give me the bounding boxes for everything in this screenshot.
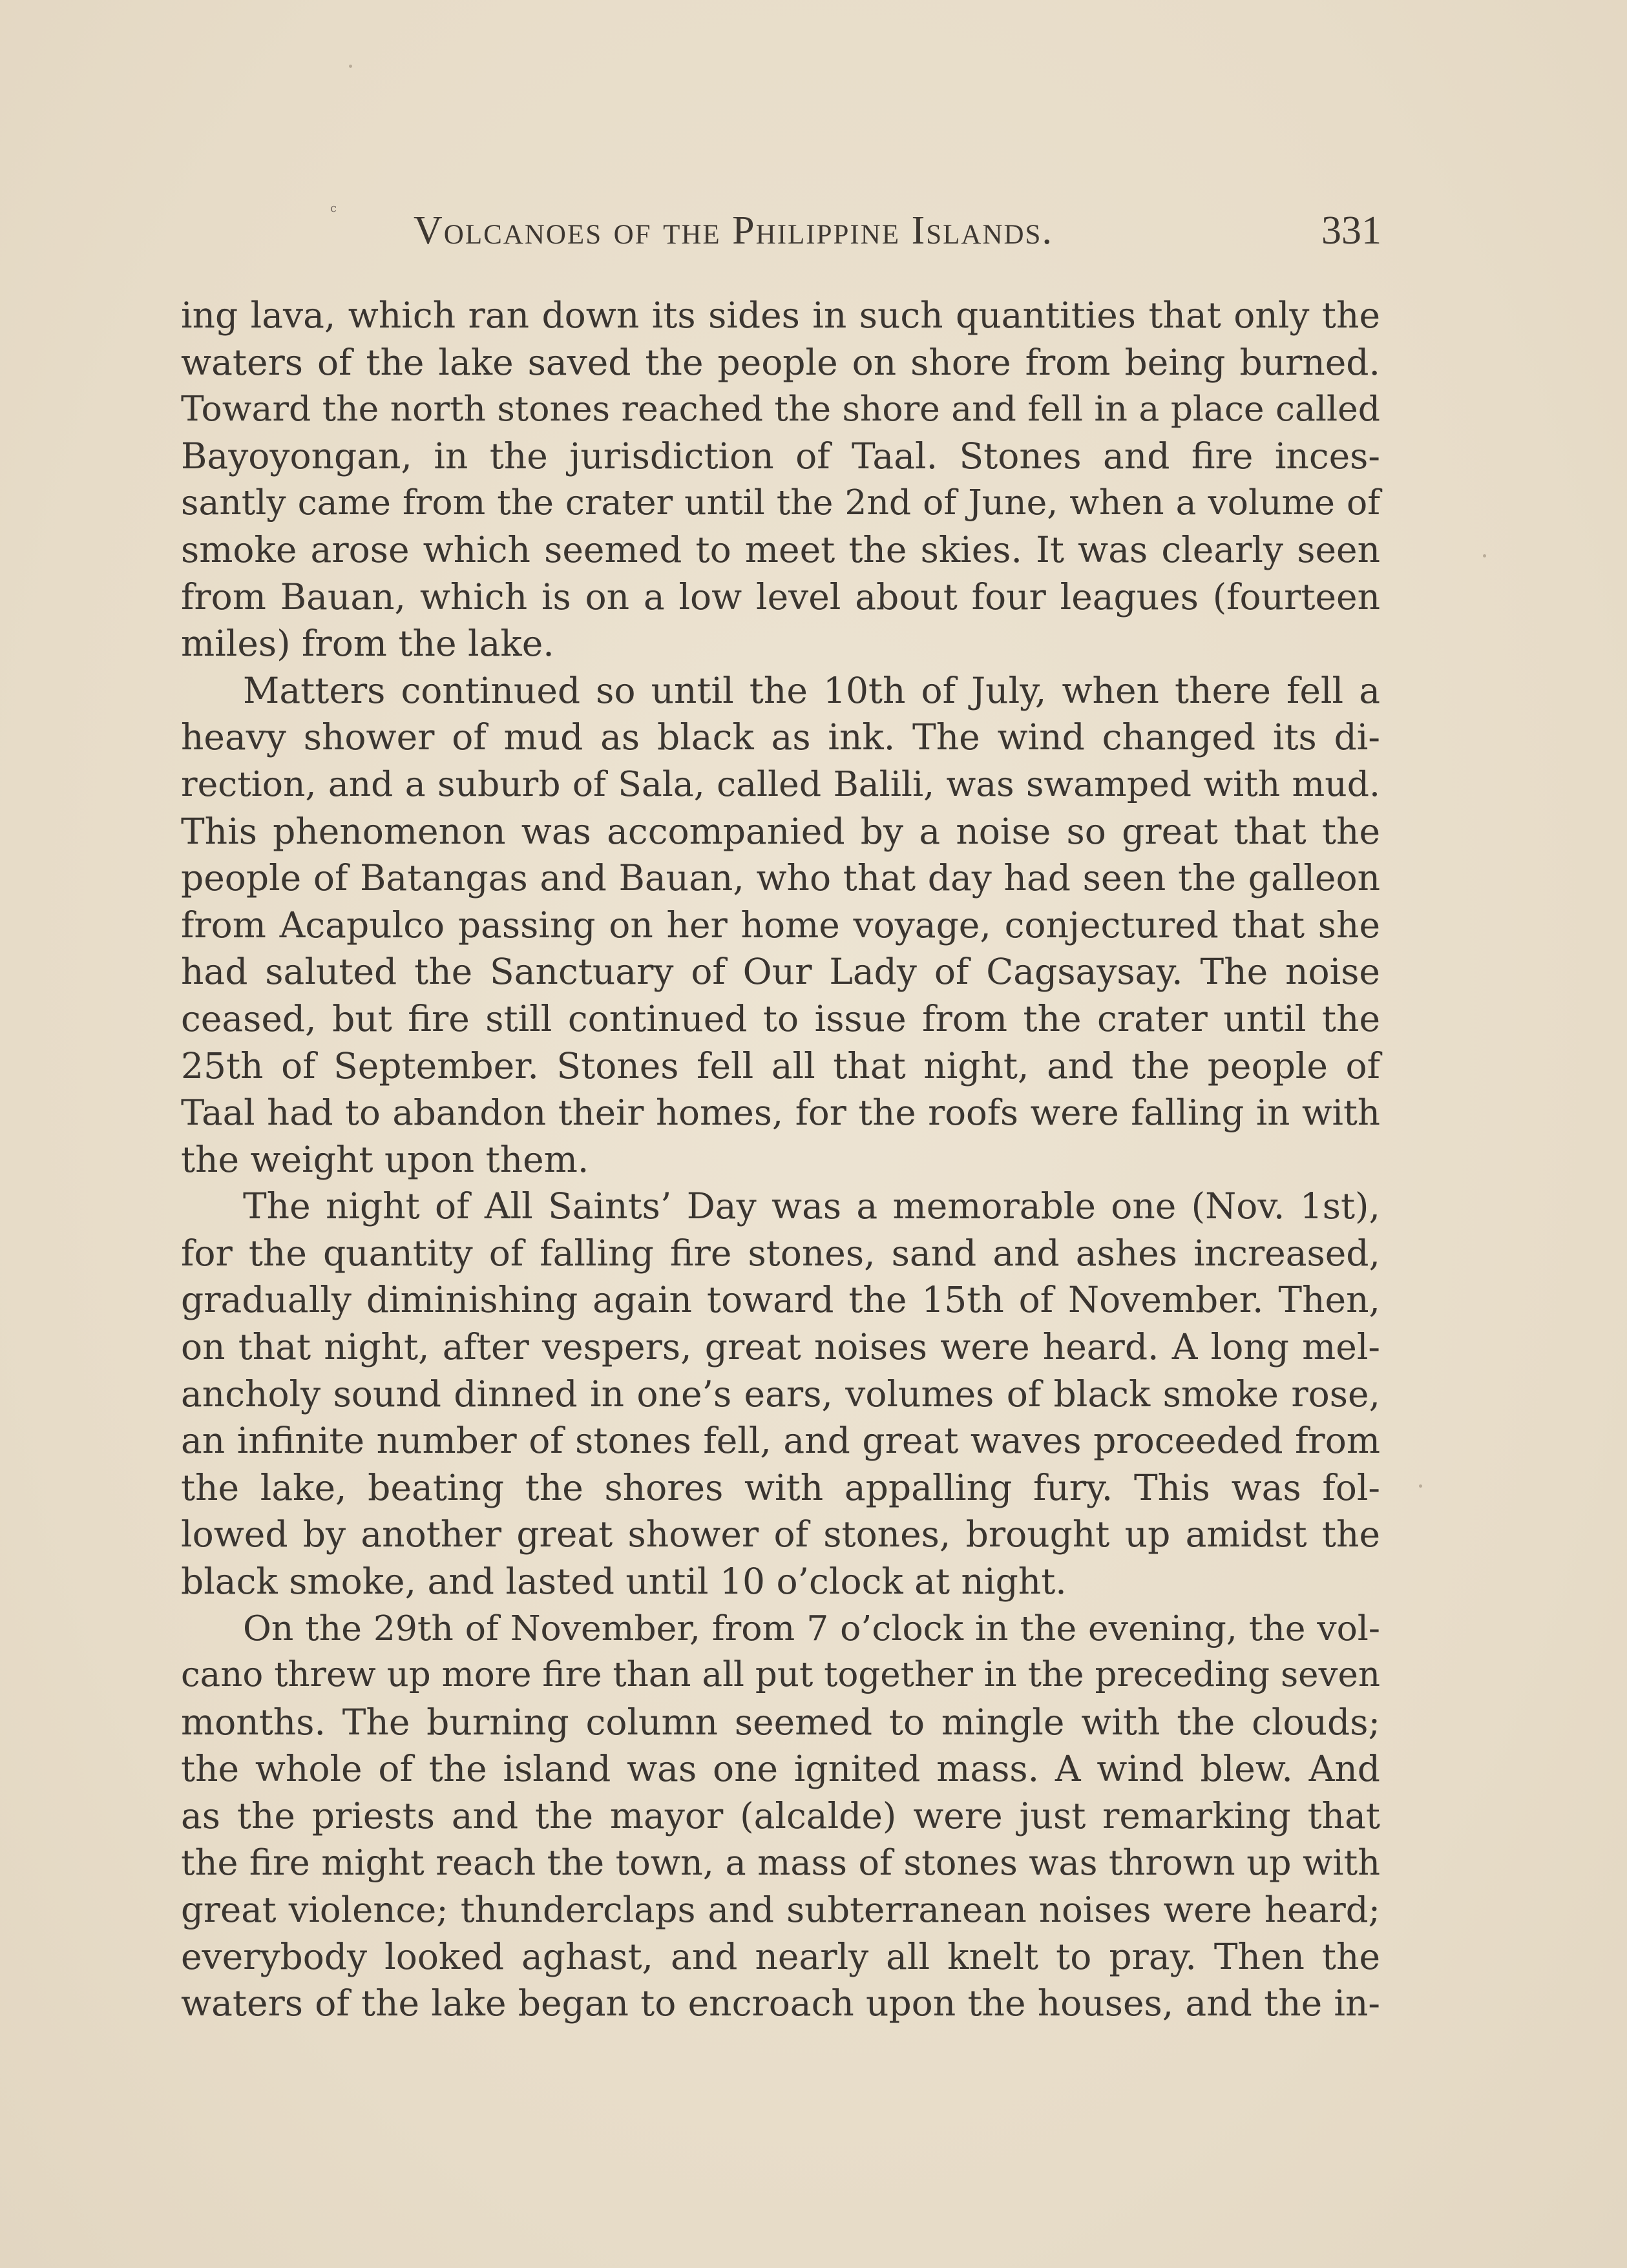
text-line: an infinite number of stones fell, and great waves proceeded from — [181, 1420, 1380, 1462]
paragraph — [181, 1183, 1380, 1605]
text-line: lowed by another great shower of stones, brought up amidst the — [181, 1514, 1380, 1555]
text-line: The night of All Saints’ Day was a memorable one (Nov. 1st), — [243, 1185, 1380, 1227]
text-line: Bayoyongan, in the jurisdiction of Taal. Stones and fire inces- — [181, 435, 1380, 477]
text-line: On the 29th of November, from 7 o’clock in the evening, the vol- — [243, 1607, 1380, 1649]
text-line: cano threw up more fire than all put together in the preceding seven — [181, 1655, 1380, 1695]
text-line: as the priests and the mayor (alcalde) were just remarking that — [181, 1795, 1380, 1836]
text-line: on that night, after vespers, great noises were heard. A long mel- — [181, 1326, 1380, 1368]
text-line: waters of the lake saved the people on shore from being burned. — [181, 341, 1380, 383]
paper-speck — [349, 65, 352, 68]
text-line: from Acapulco passing on her home voyage, conjectured that she — [181, 904, 1380, 946]
text-line: This phenomenon was accompanied by a noise so great that the — [181, 810, 1380, 852]
text-line: months. The burning column seemed to mingle with the clouds; — [181, 1701, 1380, 1743]
text-line: smoke arose which seemed to meet the skies. It was clearly seen — [181, 528, 1380, 570]
paragraph — [181, 1605, 1380, 2027]
text-line: great violence; thunderclaps and subterranean noises were heard; — [181, 1889, 1380, 1931]
text-line: people of Batangas and Bauan, who that day had seen the galleon — [181, 857, 1380, 899]
text-line: black smoke, and lasted until 10 o’clock at night. — [181, 1561, 1067, 1603]
text-line: gradually diminishing again toward the 15th of November. Then, — [181, 1279, 1380, 1321]
text-line: Toward the north stones reached the shore and fell in a place called — [181, 388, 1380, 430]
text-line: had saluted the Sanctuary of Our Lady of Cagsaysay. The noise — [181, 951, 1380, 993]
text-line: ing lava, which ran down its sides in such quantities that only the — [181, 295, 1380, 336]
text-line: Taal had to abandon their homes, for the roofs were falling in with — [181, 1092, 1380, 1134]
text-line: santly came from the crater until the 2nd of June, when a volume of — [181, 482, 1380, 523]
text-line: from Bauan, which is on a low level about four leagues (fourteen — [181, 576, 1380, 618]
text-line: 25th of September. Stones fell all that night, and the people of — [181, 1045, 1380, 1087]
text-line: everybody looked aghast, and nearly all knelt to pray. Then the — [181, 1935, 1380, 1977]
paragraph — [181, 292, 1380, 667]
page-number: 331 — [1321, 209, 1381, 253]
text-line: miles) from the lake. — [181, 623, 554, 665]
text-line: heavy shower of mud as black as ink. The wind changed its di- — [181, 716, 1380, 758]
text-line: rection, and a suburb of Sala, called Balili, was swamped with mud. — [181, 763, 1380, 804]
text-line: for the quantity of falling fire stones, sand and ashes increased, — [181, 1232, 1380, 1274]
text-line: ancholy sound dinned in one’s ears, volumes of black smoke rose, — [181, 1373, 1380, 1415]
running-header-title: Volcanoes of the Philippine Islands. — [414, 209, 1053, 253]
text-line: the fire might reach the town, a mass of stones was thrown up with — [181, 1842, 1380, 1883]
text-line: the weight upon them. — [181, 1138, 589, 1180]
paper-speck — [1419, 1484, 1422, 1488]
text-line: the lake, beating the shores with appalling fury. This was fol- — [181, 1466, 1380, 1508]
body-text — [181, 292, 1380, 2027]
paper-speck — [1483, 554, 1486, 557]
header-mark: c — [330, 202, 337, 215]
text-line: waters of the lake began to encroach upon the houses, and the in- — [181, 1982, 1380, 2024]
text-line: Matters continued so until the 10th of July, when there fell a — [243, 669, 1380, 711]
text-line: ceased, but fire still continued to issue from the crater until the — [181, 997, 1380, 1039]
paragraph — [181, 667, 1380, 1183]
text-line: the whole of the island was one ignited mass. A wind blew. And — [181, 1748, 1380, 1790]
